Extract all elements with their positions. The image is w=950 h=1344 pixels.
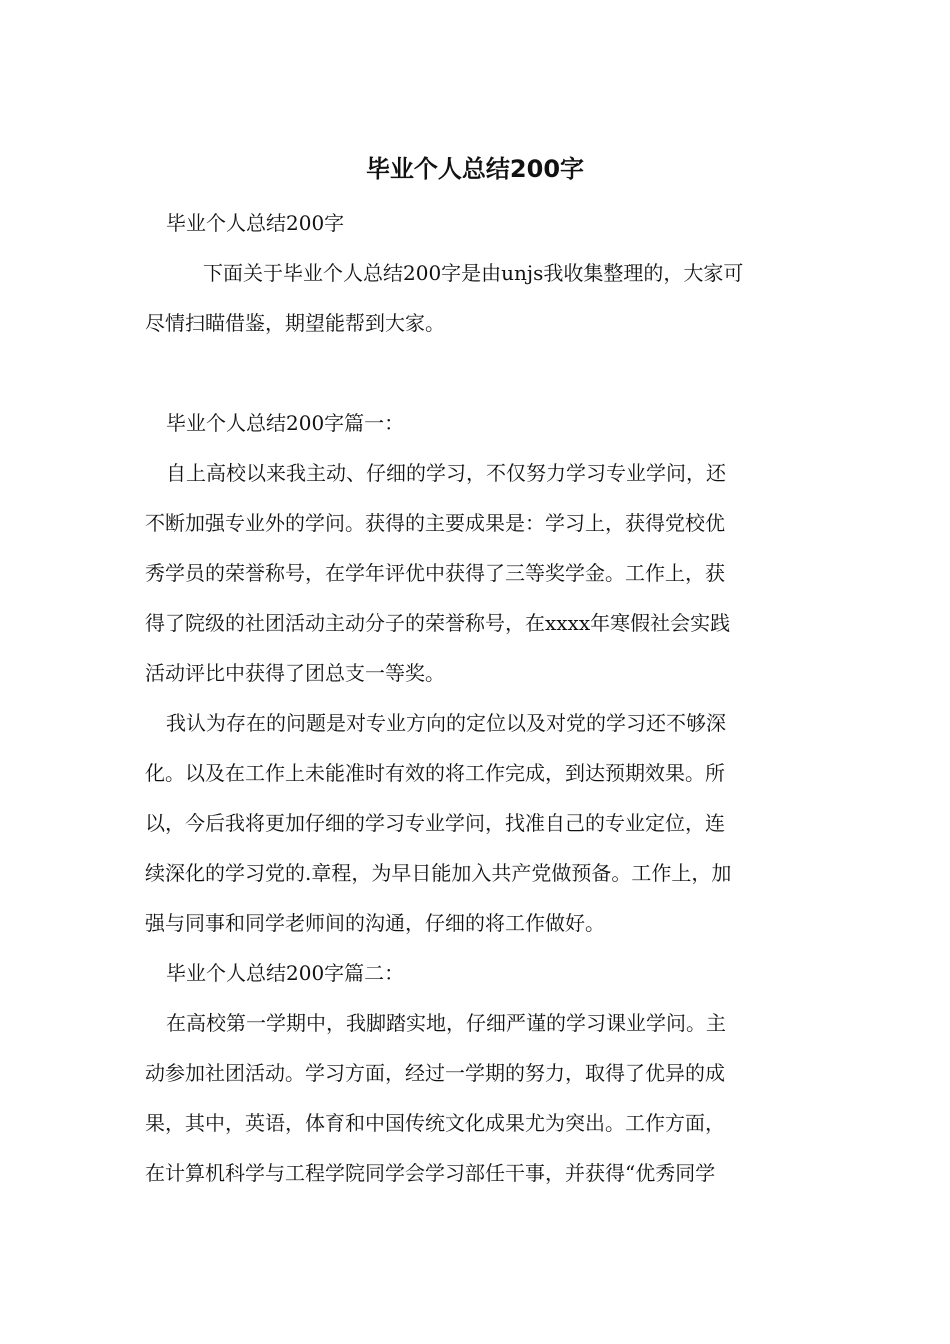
paragraph-line: 在计算机科学与工程学院同学会学习部任干事，并获得“优秀同学 [145, 1161, 716, 1185]
paragraph-line: 活动评比中获得了团总支一等奖。 [145, 661, 445, 685]
blank-line [145, 348, 805, 398]
section2-heading [145, 948, 805, 998]
paragraph-1 [145, 448, 805, 698]
paragraph-line: 动参加社团活动。学习方面，经过一学期的努力，取得了优异的成 [145, 1061, 725, 1085]
paragraph-line: 自上高校以来我主动、仔细的学习，不仅努力学习专业学问，还 [166, 461, 726, 485]
paragraph-3 [145, 998, 805, 1198]
paragraph-line: 果，其中，英语，体育和中国传统文化成果尤为突出。工作方面， [145, 1111, 725, 1135]
document-body [145, 198, 805, 1198]
paragraph-line: 在高校第一学期中，我脚踏实地，仔细严谨的学习课业学问。主 [166, 1011, 726, 1035]
section1-heading [145, 398, 805, 448]
paragraph-line: 我认为存在的问题是对专业方向的定位以及对党的学习还不够深 [166, 711, 726, 735]
subtitle [145, 198, 805, 248]
paragraph-line: 不断加强专业外的学问。获得的主要成果是：学习上，获得党校优 [145, 511, 725, 535]
paragraph-line: 秀学员的荣誉称号，在学年评优中获得了三等奖学金。工作上，获 [145, 561, 725, 585]
paragraph-line: 化。以及在工作上未能准时有效的将工作完成，到达预期效果。所 [145, 761, 725, 785]
paragraph-line: 以，今后我将更加仔细的学习专业学问，找准自己的专业定位，连 [145, 811, 725, 835]
section1-heading-text: 毕业个人总结200字篇一： [166, 411, 405, 435]
document-title: 毕业个人总结200字 [365, 155, 585, 183]
intro-paragraph [145, 248, 805, 348]
paragraph-line: 强与同事和同学老师间的沟通，仔细的将工作做好。 [145, 911, 605, 935]
paragraph-2 [145, 698, 805, 948]
subtitle-text: 毕业个人总结200字 [166, 211, 345, 235]
intro-line: 尽情扫瞄借鉴，期望能帮到大家。 [145, 311, 445, 335]
paragraph-line: 得了院级的社团活动主动分子的荣誉称号，在xxxx年寒假社会实践 [145, 611, 731, 635]
section2-heading-text: 毕业个人总结200字篇二： [166, 961, 405, 985]
paragraph-line: 续深化的学习党的.章程，为早日能加入共产党做预备。工作上，加 [145, 861, 732, 885]
intro-line: 下面关于毕业个人总结200字是由unjs我收集整理的，大家可 [203, 261, 744, 285]
